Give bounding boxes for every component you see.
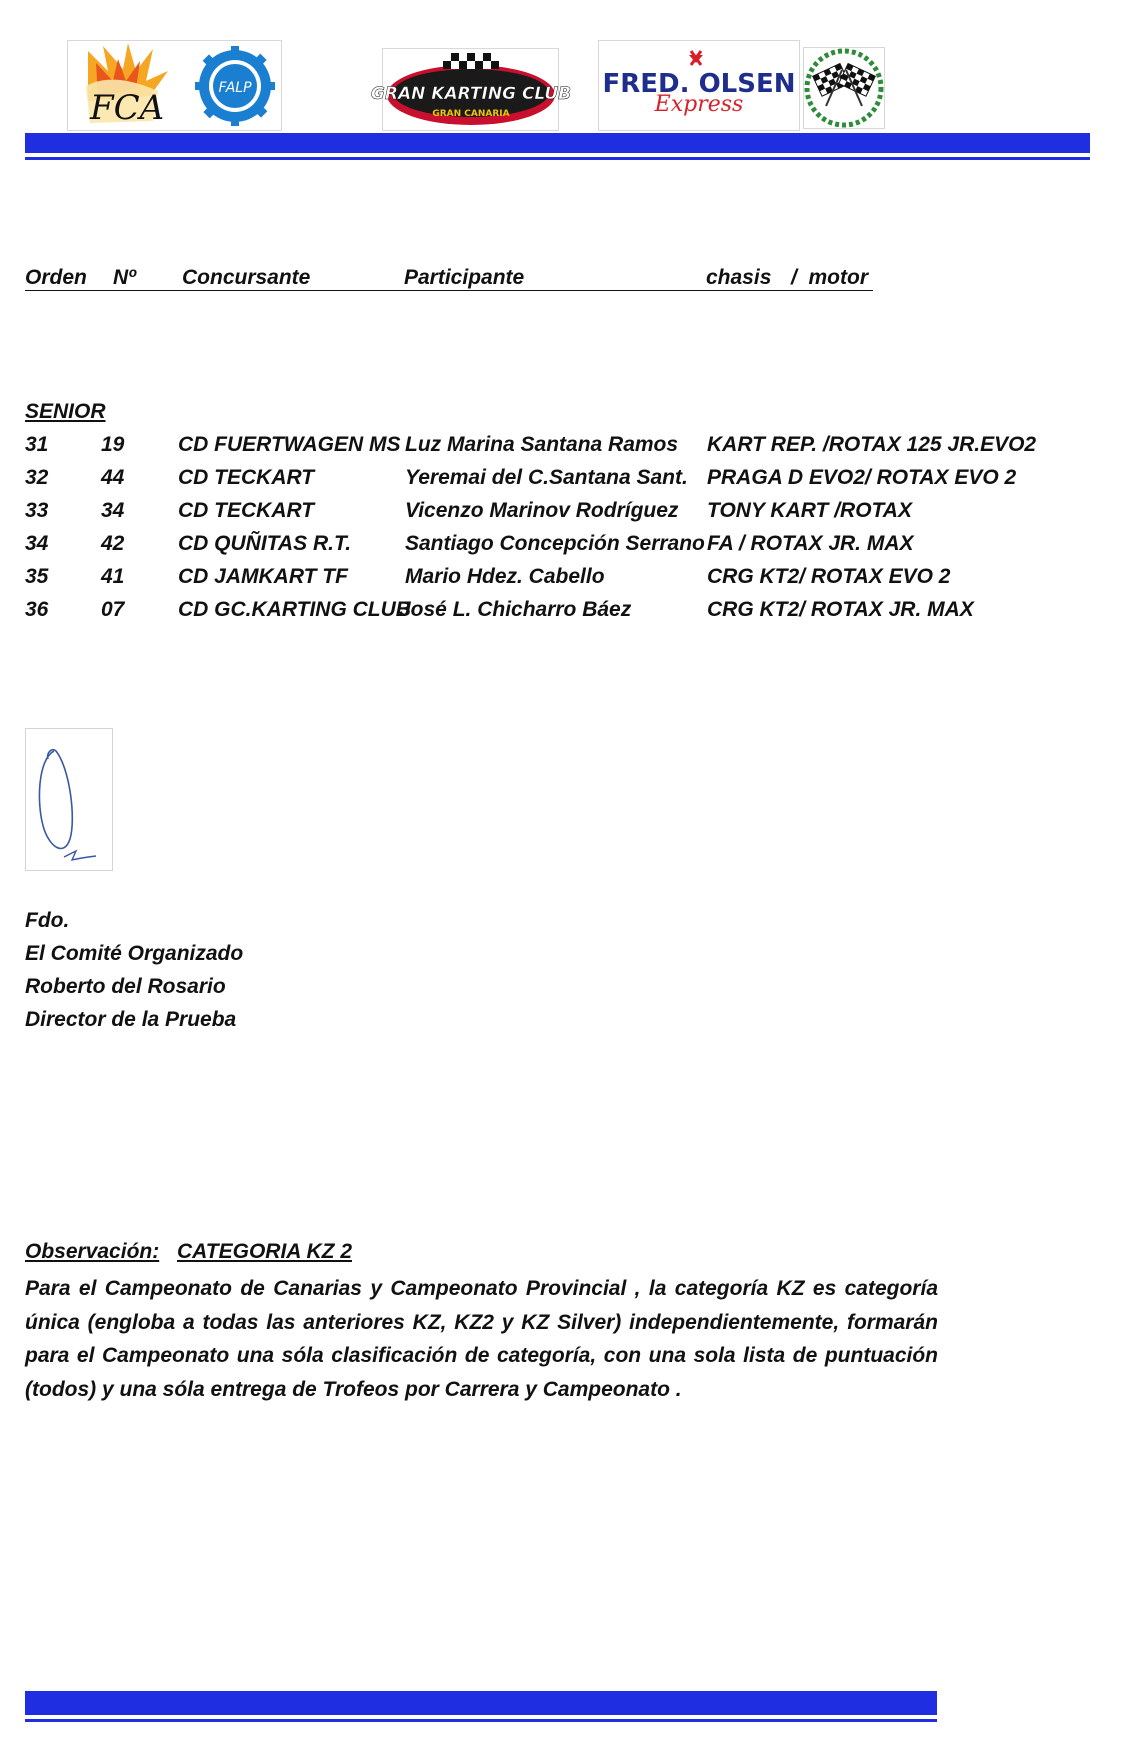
cell-orden: 35	[25, 565, 49, 588]
fca-logo-text: FCA	[90, 88, 165, 128]
signature-line-name: Roberto del Rosario	[25, 975, 226, 998]
cell-chasis-motor: FA / ROTAX JR. MAX	[707, 532, 914, 555]
cell-concursante: CD TECKART	[178, 499, 315, 522]
table-row	[0, 598, 1130, 628]
col-header-concursante: Concursante	[182, 266, 311, 289]
cell-participante: Vicenzo Marinov Rodríguez	[405, 499, 679, 522]
table-row	[0, 466, 1130, 496]
cell-participante: José L. Chicharro Báez	[399, 598, 632, 621]
cell-num: 44	[101, 466, 125, 489]
fred-olsen-logo-subtext: Express	[654, 92, 744, 117]
col-header-num: Nº	[113, 266, 136, 289]
observation-category: CATEGORIA KZ 2	[177, 1240, 353, 1263]
cell-num: 41	[101, 565, 125, 588]
signature-image	[25, 728, 113, 871]
falp-logo-text: FALP	[218, 80, 252, 96]
col-header-participante: Participante	[404, 266, 525, 289]
signature-line-role: Director de la Prueba	[25, 1008, 237, 1031]
cell-num: 19	[101, 433, 125, 456]
gran-karting-club-logo	[370, 49, 572, 130]
cell-chasis-motor: TONY KART /ROTAX	[707, 499, 912, 522]
col-header-motor: / motor	[791, 266, 868, 289]
handwritten-signature	[26, 729, 112, 870]
falp-logo	[195, 46, 275, 126]
cell-orden: 34	[25, 532, 49, 555]
cell-concursante: CD JAMKART TF	[178, 565, 348, 588]
cell-participante: Luz Marina Santana Ramos	[405, 433, 679, 456]
cell-participante: Mario Hdez. Cabello	[405, 565, 605, 588]
fca-falp-logo-box	[67, 40, 282, 131]
table-row	[0, 433, 1130, 463]
observation-text: Para el Campeonato de Canarias y Campeonato Provincial , la categoría KZ es categoría única (engloba a todas las anteriores KZ, KZ2 y KZ Silver) independientemente, formarán para el Campeonato una sóla clasificación de categoría, con una sola lista de puntuación (todos) y una sóla entrega de Trofeos por Carrera y Campeonato .	[25, 1277, 938, 1401]
header-blue-bar	[25, 133, 1090, 153]
cell-concursante: CD QUÑITAS R.T.	[178, 532, 352, 555]
cell-chasis-motor: CRG KT2/ ROTAX JR. MAX	[707, 598, 974, 621]
fca-logo	[68, 41, 178, 130]
cell-participante: Santiago Concepción Serrano	[405, 532, 705, 555]
cell-num: 07	[101, 598, 125, 621]
cell-concursante: CD FUERTWAGEN MS	[178, 433, 401, 456]
cell-orden: 33	[25, 499, 49, 522]
gran-karting-club-logo-subtext: GRAN CANARIA	[432, 109, 510, 119]
cell-chasis-motor: KART REP. /ROTAX 125 JR.EVO2	[707, 433, 1037, 456]
footer-blue-bar	[25, 1691, 937, 1715]
gran-karting-club-logo-box	[370, 48, 572, 131]
checkered-flags-club-logo	[804, 48, 884, 128]
cell-participante: Yeremai del C.Santana Sant.	[405, 466, 688, 489]
fred-olsen-express-logo	[599, 41, 799, 130]
table-row	[0, 565, 1130, 595]
cell-concursante: CD GC.KARTING CLUB	[178, 598, 411, 621]
gran-karting-club-logo-text: GRAN KARTING CLUB	[370, 84, 572, 104]
cell-orden: 31	[25, 433, 49, 456]
header-blue-line	[25, 157, 1090, 160]
fred-olsen-express-logo-box	[598, 40, 800, 131]
cell-chasis-motor: PRAGA D EVO2/ ROTAX EVO 2	[707, 466, 1017, 489]
signature-line-fdo: Fdo.	[25, 909, 70, 932]
table-row	[0, 532, 1130, 562]
col-header-chasis: chasis	[706, 266, 772, 289]
cell-num: 42	[101, 532, 125, 555]
footer-blue-line	[25, 1719, 937, 1722]
cell-chasis-motor: CRG KT2/ ROTAX EVO 2	[707, 565, 951, 588]
col-header-orden: Orden	[25, 266, 87, 289]
category-label: SENIOR	[25, 400, 106, 423]
cell-concursante: CD TECKART	[178, 466, 315, 489]
cell-orden: 32	[25, 466, 49, 489]
signature-line-committee: El Comité Organizado	[25, 942, 244, 965]
table-row	[0, 499, 1130, 529]
header-underline	[25, 290, 873, 291]
fred-olsen-logo-text: FRED. OLSEN	[602, 69, 796, 99]
cell-num: 34	[101, 499, 125, 522]
cell-orden: 36	[25, 598, 49, 621]
observation-label: Observación:	[25, 1240, 160, 1263]
checkered-flags-club-logo-box	[803, 47, 885, 129]
